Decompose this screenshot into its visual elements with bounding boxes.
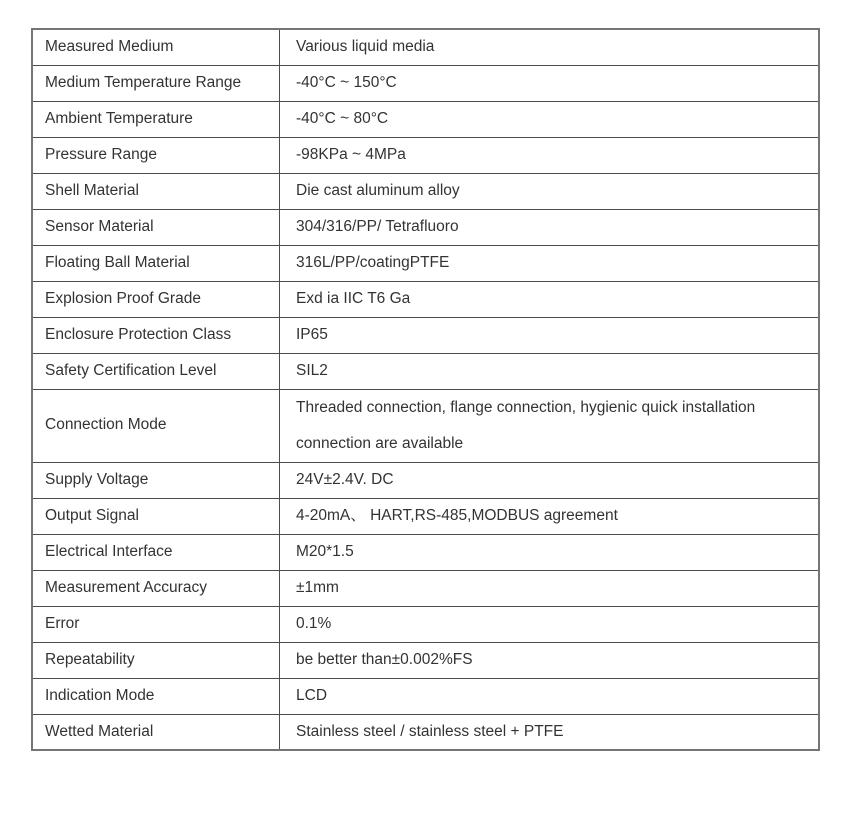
spec-label: Shell Material xyxy=(32,173,280,209)
table-row xyxy=(32,606,819,642)
spec-label: Measured Medium xyxy=(32,29,280,65)
spec-label: Enclosure Protection Class xyxy=(32,317,280,353)
table-row xyxy=(32,714,819,750)
spec-value: ±1mm xyxy=(280,570,820,606)
spec-label: Measurement Accuracy xyxy=(32,570,280,606)
table-row xyxy=(32,245,819,281)
spec-value: 24V±2.4V. DC xyxy=(280,462,820,498)
spec-value: LCD xyxy=(280,678,820,714)
spec-value: -98KPa ~ 4MPa xyxy=(280,137,820,173)
table-row xyxy=(32,173,819,209)
spec-value: be better than±0.002%FS xyxy=(280,642,820,678)
specification-table-body xyxy=(32,29,819,750)
spec-label: Supply Voltage xyxy=(32,462,280,498)
spec-value: Various liquid media xyxy=(280,29,820,65)
table-row xyxy=(32,317,819,353)
table-row xyxy=(32,353,819,389)
table-row xyxy=(32,678,819,714)
spec-label: Explosion Proof Grade xyxy=(32,281,280,317)
table-row xyxy=(32,498,819,534)
spec-value: Exd ia IIC T6 Ga xyxy=(280,281,820,317)
spec-label: Repeatability xyxy=(32,642,280,678)
spec-value: 316L/PP/coatingPTFE xyxy=(280,245,820,281)
spec-label: Safety Certification Level xyxy=(32,353,280,389)
spec-label: Connection Mode xyxy=(32,389,280,462)
spec-value: 0.1% xyxy=(280,606,820,642)
spec-value: 4-20mA、 HART,RS-485,MODBUS agreement xyxy=(280,498,820,534)
spec-value: Threaded connection, flange connection, hygienic quick installation connection are available xyxy=(280,389,820,462)
spec-label: Medium Temperature Range xyxy=(32,65,280,101)
spec-label: Sensor Material xyxy=(32,209,280,245)
spec-label: Indication Mode xyxy=(32,678,280,714)
table-row xyxy=(32,281,819,317)
table-row xyxy=(32,462,819,498)
spec-label: Pressure Range xyxy=(32,137,280,173)
spec-value: -40°C ~ 150°C xyxy=(280,65,820,101)
spec-label: Error xyxy=(32,606,280,642)
spec-value: M20*1.5 xyxy=(280,534,820,570)
spec-value: Stainless steel / stainless steel + PTFE xyxy=(280,714,820,750)
spec-label: Output Signal xyxy=(32,498,280,534)
table-row xyxy=(32,642,819,678)
spec-value: -40°C ~ 80°C xyxy=(280,101,820,137)
specification-table xyxy=(31,28,820,751)
table-row xyxy=(32,534,819,570)
table-row xyxy=(32,29,819,65)
spec-value: SIL2 xyxy=(280,353,820,389)
table-row xyxy=(32,101,819,137)
spec-label: Wetted Material xyxy=(32,714,280,750)
table-row xyxy=(32,137,819,173)
spec-label: Ambient Temperature xyxy=(32,101,280,137)
spec-value: IP65 xyxy=(280,317,820,353)
spec-label: Floating Ball Material xyxy=(32,245,280,281)
spec-value: 304/316/PP/ Tetrafluoro xyxy=(280,209,820,245)
table-row xyxy=(32,65,819,101)
table-row xyxy=(32,570,819,606)
spec-label: Electrical Interface xyxy=(32,534,280,570)
spec-value: Die cast aluminum alloy xyxy=(280,173,820,209)
table-row xyxy=(32,389,819,462)
table-row xyxy=(32,209,819,245)
